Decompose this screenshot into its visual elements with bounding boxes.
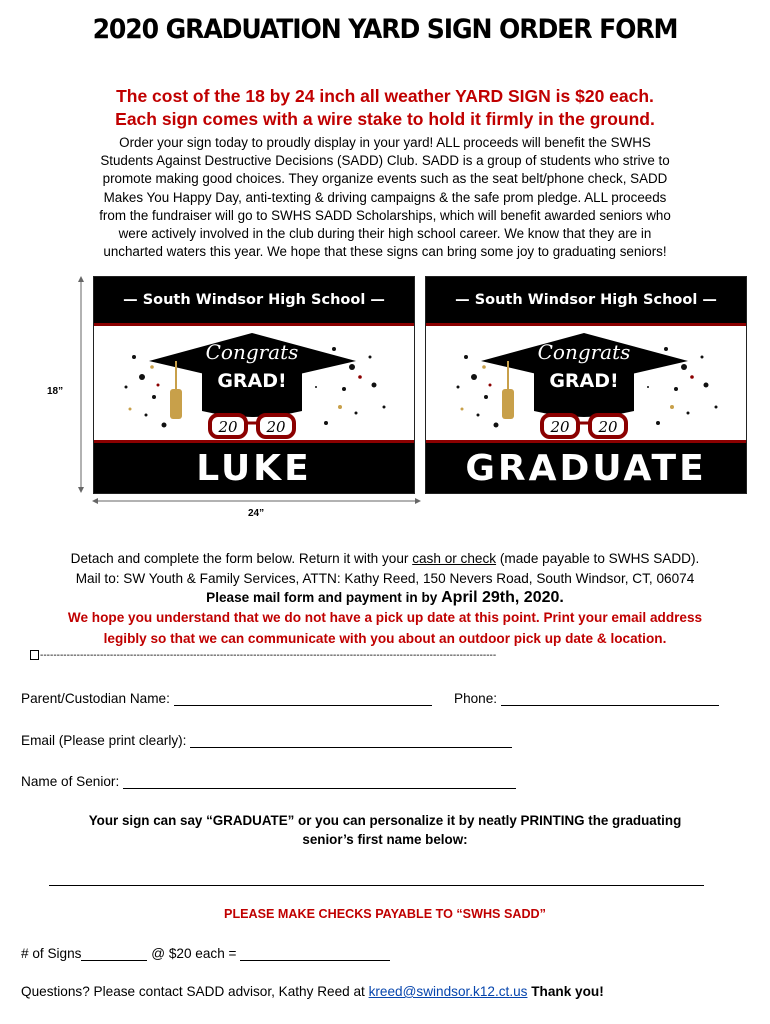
thank-you-text: Thank you!	[531, 984, 604, 999]
phone-label: Phone:	[454, 691, 498, 706]
sign-year-right: 20	[266, 418, 286, 436]
page-title: 2020 GRADUATION YARD SIGN ORDER FORM	[92, 14, 678, 45]
senior-name-label: Name of Senior:	[21, 774, 120, 789]
yard-sign-graduate	[425, 276, 747, 494]
advisor-email-link[interactable]: kreed@swindsor.k12.ct.us	[368, 984, 528, 999]
phone-row	[454, 690, 719, 706]
email-label: Email (Please print clearly):	[21, 733, 187, 748]
signs-quantity-field[interactable]	[81, 946, 147, 961]
sign-year-left: 20	[550, 418, 570, 436]
total-amount-field[interactable]	[240, 946, 390, 961]
intro-paragraph	[40, 134, 730, 261]
intro-line: Order your sign today to proudly display in your yard! ALL proceeds will benefit the SWHS	[119, 135, 651, 150]
sign-grad-text: GRAD!	[217, 370, 287, 392]
sign-red-rule	[94, 323, 414, 326]
checks-payable-notice: PLEASE MAKE CHECKS PAYABLE TO “SWHS SADD”	[224, 907, 546, 921]
detach-cut-line	[30, 650, 730, 661]
sign-grad-text: GRAD!	[549, 370, 619, 392]
personalize-instructions	[0, 811, 770, 849]
price-each-label: @ $20 each =	[151, 946, 237, 961]
questions-text: Questions? Please contact SADD advisor, Kathy Reed at	[21, 984, 369, 999]
cost-line-2: Each sign comes with a wire stake to hold it firmly in the ground.	[115, 109, 655, 129]
instructions-text: Detach and complete the form below. Return it with your	[70, 551, 413, 566]
signs-quantity-label: # of Signs	[21, 946, 82, 961]
instructions-line-1	[0, 551, 770, 566]
cost-line-1: The cost of the 18 by 24 inch all weather YARD SIGN is $20 each.	[116, 86, 654, 106]
intro-line: from the fundraiser will go to SWHS SADD Scholarships, which will benefit awarded seniors who	[99, 207, 671, 223]
email-field[interactable]	[190, 732, 512, 748]
sign-school-name: — South Windsor High School —	[426, 277, 746, 323]
yard-sign-personalized	[93, 276, 415, 494]
sign-congrats-text: Congrats	[537, 340, 631, 364]
deadline-date: April 29th, 2020.	[441, 589, 564, 606]
graduation-cap-graphic	[426, 327, 746, 443]
pickup-warning-1: We hope you understand that we do not have a pick up date at this point. Print your email address	[67, 610, 703, 625]
instructions-text: (made payable to SWHS SADD).	[496, 551, 700, 566]
graduation-cap-graphic	[94, 327, 414, 443]
sign-year-right: 20	[598, 418, 618, 436]
intro-line: uncharted waters this year. We hope that these signs can bring some joy to graduating seniors!	[103, 244, 667, 260]
sign-year-left: 20	[218, 418, 238, 436]
height-dimension-arrow	[74, 276, 88, 494]
cut-dashes: -----------------------------------------------------------------------------------------------------------------------------------------	[40, 650, 497, 661]
pickup-warning-2: legibly so that we can communicate with you about an outdoor pick up date & location.	[103, 631, 667, 646]
parent-name-field[interactable]	[174, 690, 432, 706]
intro-line: promote making good choices. They organize events such as the seat belt/phone check, SADD	[102, 171, 668, 187]
sign-school-name: — South Windsor High School —	[94, 277, 414, 323]
sign-name-banner: LUKE	[94, 443, 414, 493]
width-dimension-arrow	[92, 496, 422, 506]
personalize-line: senior’s first name below:	[302, 832, 468, 847]
intro-line: Students Against Destructive Decisions (SADD) Club. SADD is a group of students who strive to	[100, 153, 670, 169]
sign-name-banner: GRADUATE	[426, 443, 746, 493]
sign-red-rule	[426, 323, 746, 326]
parent-name-row	[21, 690, 432, 706]
deadline-line	[0, 589, 770, 607]
parent-name-label: Parent/Custodian Name:	[21, 691, 170, 706]
height-label: 18”	[47, 386, 64, 397]
sign-congrats-text: Congrats	[205, 340, 299, 364]
scissors-icon	[30, 650, 39, 660]
intro-line: were actively involved in the club during their high school career. We know that they are in	[118, 226, 652, 242]
email-row	[21, 732, 512, 748]
senior-name-row	[21, 773, 516, 789]
width-label: 24”	[248, 508, 265, 519]
signs-quantity-row	[21, 946, 390, 961]
personalize-line: Your sign can say “GRADUATE” or you can personalize it by neatly PRINTING the graduating	[88, 813, 682, 828]
cash-or-check-text: cash or check	[412, 551, 497, 566]
phone-field[interactable]	[501, 690, 719, 706]
contact-line	[21, 984, 604, 999]
deadline-text: Please mail form and payment in by	[206, 590, 442, 605]
personalized-name-field[interactable]	[49, 884, 704, 886]
mailing-address: Mail to: SW Youth & Family Services, ATTN: Kathy Reed, 150 Nevers Road, South Windsor, CT, 06074	[75, 571, 695, 586]
intro-line: Makes You Happy Day, anti-texting & driving campaigns & the safe prom pledge. ALL proceeds	[103, 189, 667, 205]
senior-name-field[interactable]	[123, 773, 516, 789]
